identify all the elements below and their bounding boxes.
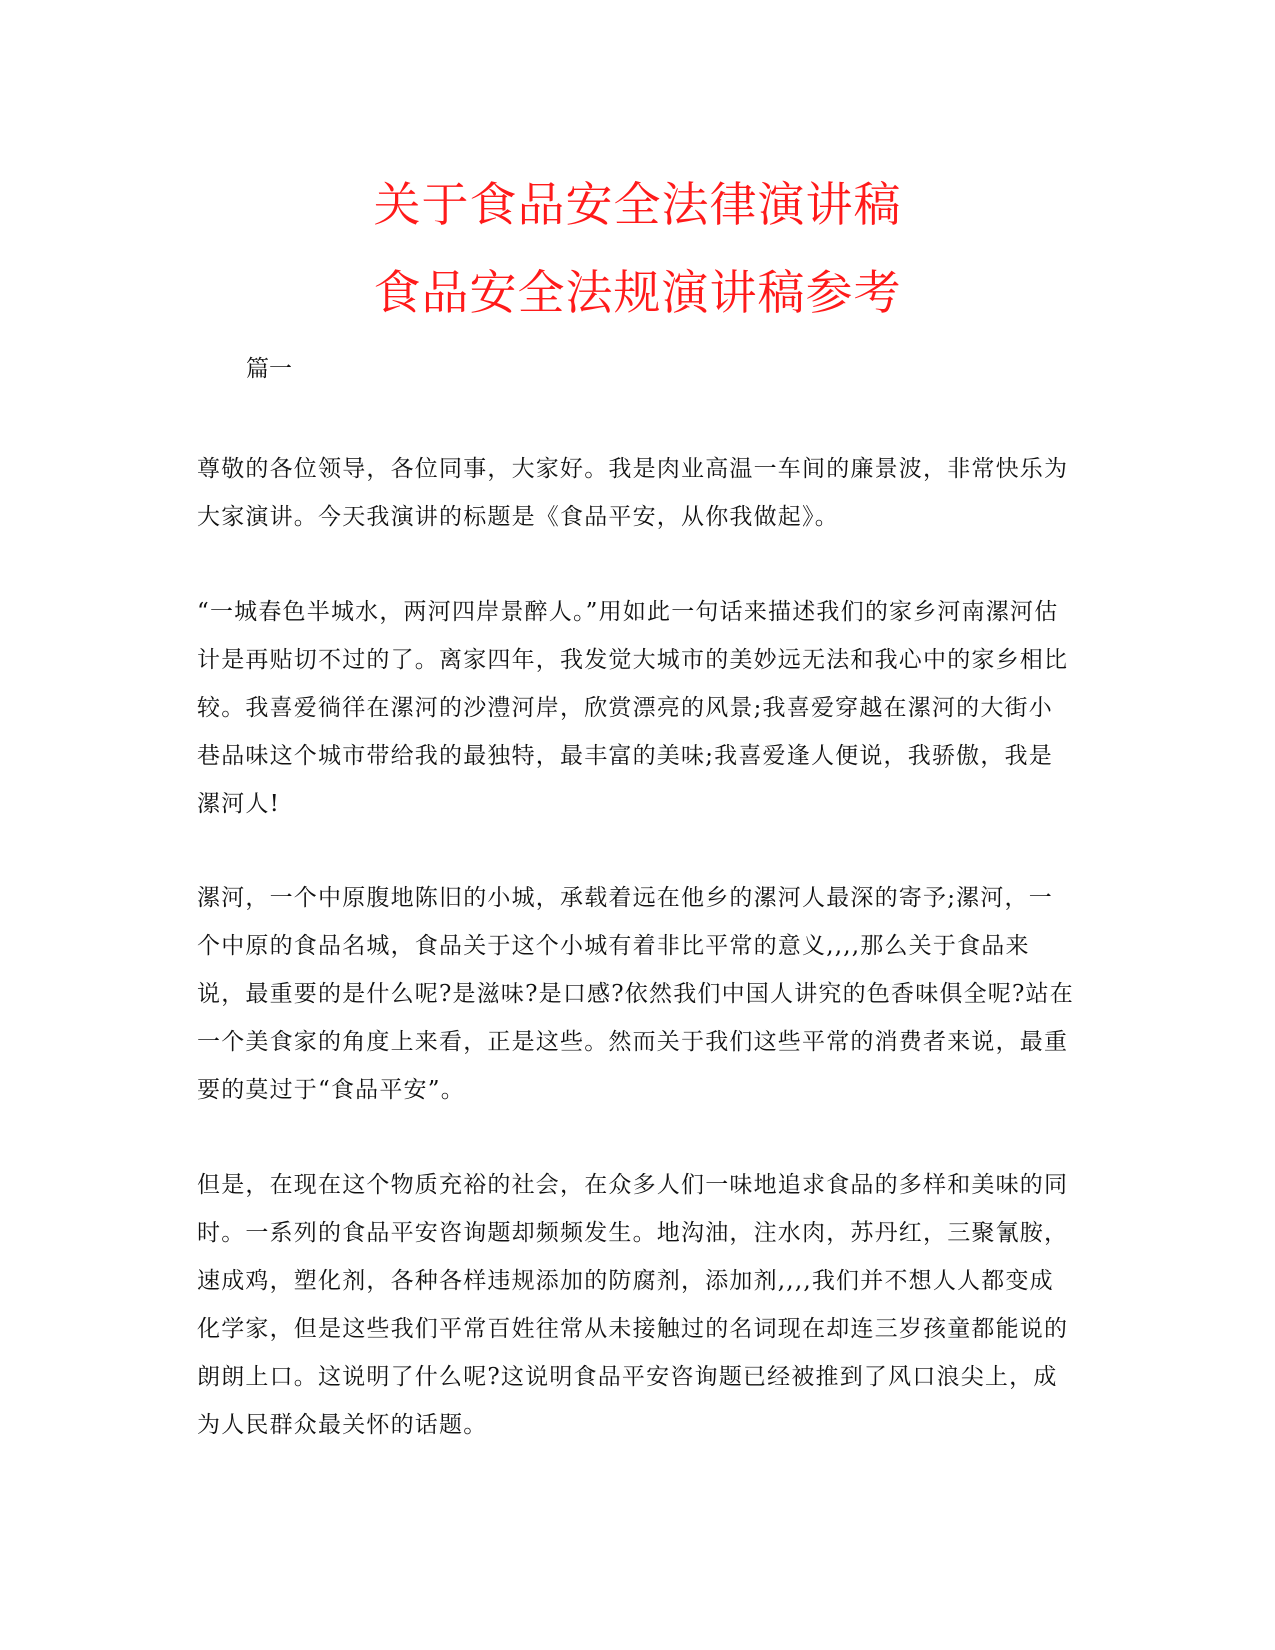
paragraph: “一城春色半城水，两河四岸景醉人。”用如此一句话来描述我们的家乡河南漯河估计是再贴切不过的了。离家四年，我发觉大城市的美妙远无法和我心中的家乡相比较。我喜爱徜徉在漯河的沙澧河岸，欣赏漂亮的风景;我喜爱穿越在漯河的大街小巷品味这个城市带给我的最独特，最丰富的美味;我喜爱逢人便说，我骄傲，我是漯河人! (197, 599, 1069, 817)
paragraph: 但是，在现在这个物质充裕的社会，在众多人们一味地追求食品的多样和美味的同时。一系列的食品平安咨询题却频频发生。地沟油，注水肉，苏丹红，三聚氰胺，速成鸡，塑化剂，各种各样违规添加的防腐剂，添加剂,,,,我们并不想人人都变成化学家，但是这些我们平常百姓往常从未接触过的名词现在却连三岁孩童都能说的朗朗上口。这说明了什么呢?这说明食品平安咨询题已经被推到了风口浪尖上，成为人民群众最关怀的话题。 (197, 1172, 1069, 1438)
paragraph: 漯河，一个中原腹地陈旧的小城，承载着远在他乡的漯河人最深的寄予;漯河，一个中原的食品名城，食品关于这个小城有着非比平常的意义,,,,那么关于食品来说，最重要的是什么呢?是滋味?是口感?依然我们中国人讲究的色香味俱全呢?站在一个美食家的角度上来看，正是这些。然而关于我们这些平常的消费者来说，最重要的莫过于“食品平安”。 (197, 885, 1074, 1103)
document-title-line-2: 食品安全法规演讲稿参考 (373, 266, 902, 321)
paragraph: 尊敬的各位领导，各位同事，大家好。我是肉业高温一车间的廉景波，非常快乐为大家演讲。今天我演讲的标题是《食品平安，从你我做起》。 (197, 456, 1069, 530)
section-label: 篇一 (246, 356, 292, 382)
document-title-line-1: 关于食品安全法律演讲稿 (373, 178, 902, 233)
